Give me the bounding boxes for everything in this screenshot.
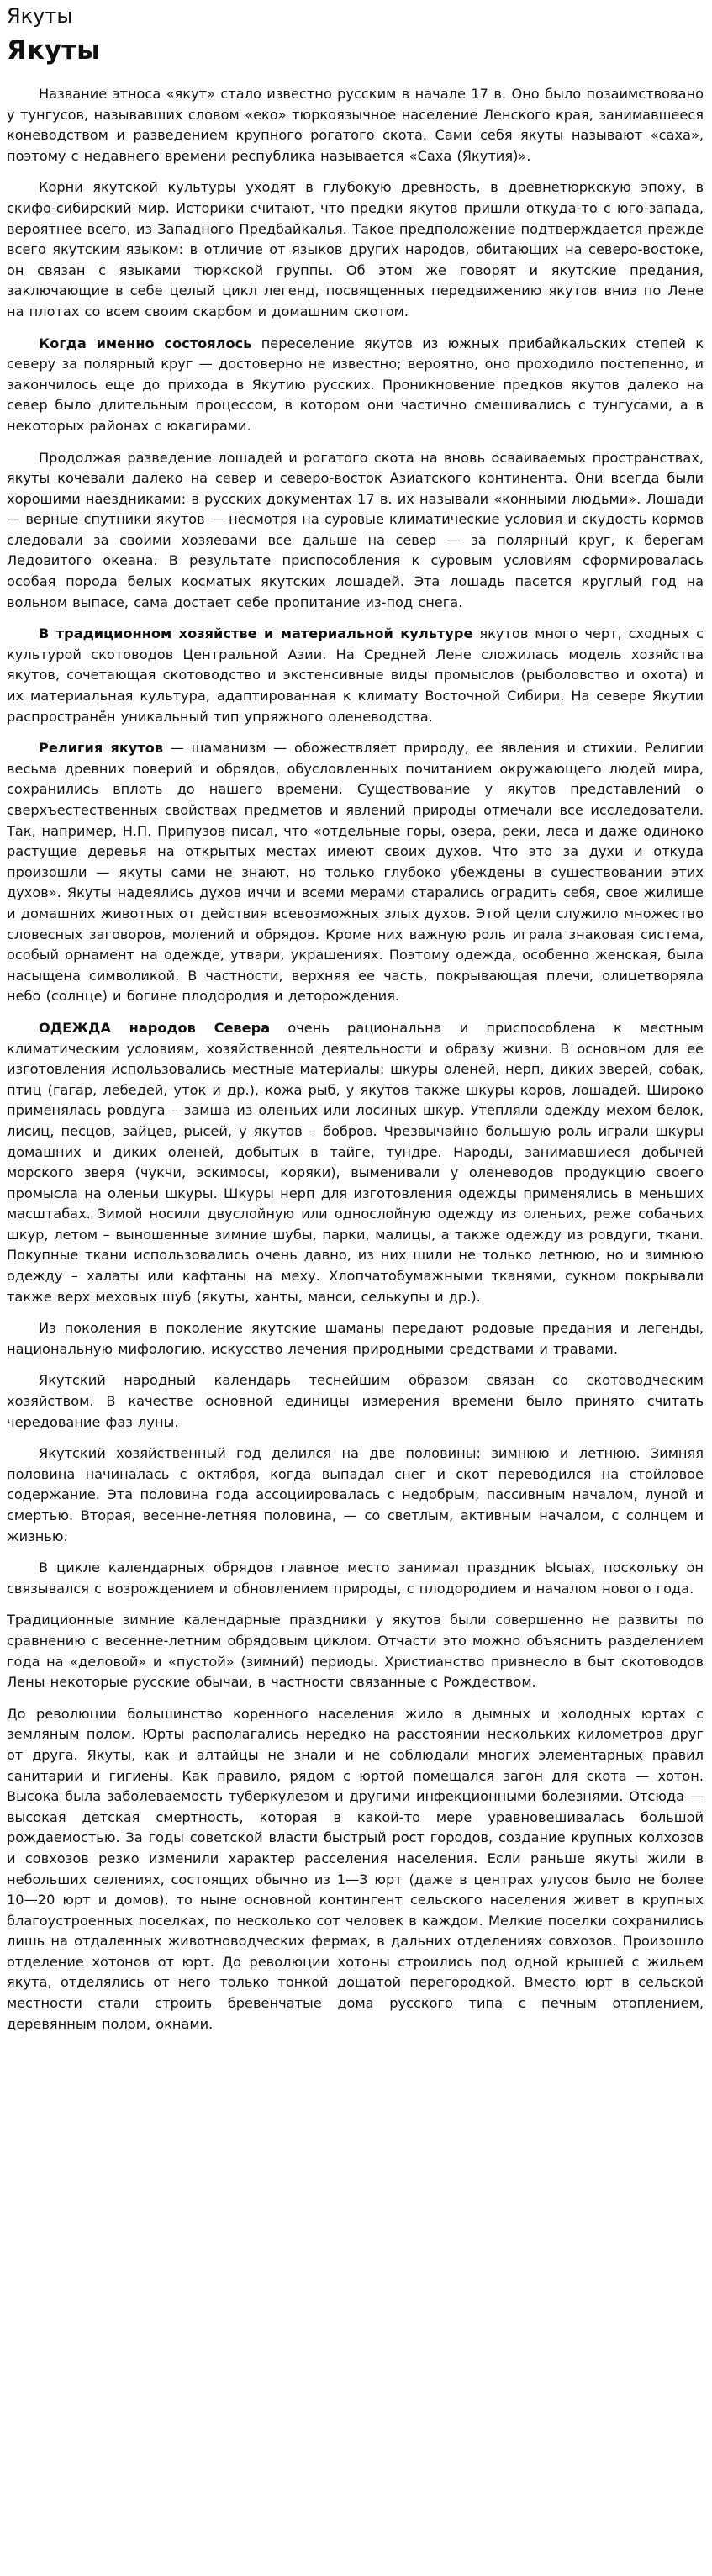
paragraph-lead: Религия якутов	[39, 740, 164, 757]
paragraph-text: Корни якутской культуры уходят в глубокую древность, в древнетюркскую эпоху, в скифо-сибирский мир. Историки считают, что предки якутов пришли откуда-то с юго-запада, вероятнее всего, из Западного Предбайкалья. Такое предположение подтверждается прежде всего якутским языком: в отличие от языков других народов, обитающих на северо-востоке, он связан с языками тюркской группы. Об этом же говорят и якутские предания, заключающие в себе целый цикл легенд, посвященных передвижению якутов вниз по Лене на плотах со всем своим скарбом и домашним скотом.	[7, 179, 704, 319]
paragraph-lead: ОДЕЖДА народов Севера	[39, 1019, 271, 1036]
paragraph-winter-holidays	[7, 1610, 704, 1692]
paragraph-culture-roots	[7, 177, 704, 322]
paragraph-religion	[7, 738, 704, 1007]
paragraph-text: — шаманизм — обожествляет природу, ее явления и стихии. Религии весьма древних поверий и обрядов, обусловленных почитанием окружающего людей мира, сохранились вплоть до нашего времени. Существование у якутов представлений о сверхъестественных свойствах предметов и явлений природы отмечали все исследователи. Так, например, Н.П. Припузов писал, что «отдельные горы, озера, реки, леса и даже одиноко растущие деревья на открытых местах имеют своих духов. Что это за духи и откуда произошли — якуты сами не знают, но только глубоко убеждены в существовании этих духов». Якуты надеялись духов иччи и всеми мерами старались оградить себя, свое жилище и домашних животных от действия всевозможных злых духов. Этой цели служило множество словесных заговоров, молений и обрядов. Кроме них важную роль играла знаковая система, особый орнамент на одежде, утвари, украшениях. Поэтому одежда, особенно женская, была насыщена символикой. В частности, верхняя ее часть, покрывающая плечи, олицетворяла небо (солнце) и богине плодородия и деторождения.	[7, 740, 704, 1005]
paragraph-text: Традиционные зимние календарные праздники у якутов были совершенно не развиты по сравнению с весенне-летним обрядовым циклом. Отчасти это можно объяснить разделением года на «деловой» и «пустой» (зимний) периоды. Христианство привнесло в быт скотоводов Лены некоторые русские обычаи, в частности связанные с Рождеством.	[7, 1612, 704, 1691]
paragraph-horses	[7, 448, 704, 614]
paragraph-calendar	[7, 1370, 704, 1433]
paragraph-origin-of-name	[7, 84, 704, 166]
page-header-title: Якуты	[7, 4, 73, 28]
paragraph-lead: В традиционном хозяйстве и материальной культуре	[39, 626, 473, 642]
paragraph-lead: Когда именно состоялось	[39, 335, 252, 351]
paragraph-text: Якутский народный календарь теснейшим образом связан со скотоводческим хозяйством. В качестве основной единицы измерения времени было принято считать чередование фаз луны.	[7, 1372, 704, 1430]
paragraph-clothing	[7, 1018, 704, 1307]
paragraph-text: якутов много черт, сходных с культурой скотоводов Центральной Азии. На Средней Лене сложилась модель хозяйства якутов, сочетающая скотоводство и экстенсивные виды промыслов (рыболовство и охота) и их материальная культура, адаптированная к климату Восточной Сибири. На севере Якутии распространён уникальный тип упряжного оленеводства.	[7, 626, 704, 725]
paragraph-text: очень рациональна и приспособлена к местным климатическим условиям, хозяйственной деятельности и образу жизни. В основном для ее изготовления использовались местные материалы: шкуры оленей, нерп, диких зверей, собак, птиц (гагар, лебедей, уток и др.), кожа рыб, у якутов также шкуры коров, лошадей. Широко применялась ровдуга – замша из оленьих или лосиных шкур. Утепляли одежду мехом белок, лисиц, песцов, зайцев, рысей, у якутов – бобров. Чрезвычайно большую роль играли шкуры домашних и диких оленей, добытых в тайге, тундре. Народы, занимавшиеся добычей морского зверя (чукчи, эскимосы, коряки), выменивали у оленеводов продукцию своего промысла на оленьи шкуры. Шкуры нерп для изготовления одежды применялись в меньших масштабах. Зимой носили двуслойную или однослойную одежду из оленьих, реже собачьих шкур, летом – выношенные зимние шубы, парки, малицы, а также одежду из ровдуги, ткани. Покупные ткани использовались очень давно, из них шили не только летнюю, но и зимнюю одежду – халаты или кафтаны на меху. Хлопчатобумажными тканями, сукном покрывали также верх меховых шуб (якуты, ханты, манси, селькупы и др.).	[7, 1019, 704, 1305]
paragraph-text: Продолжая разведение лошадей и рогатого скота на вновь осваиваемых пространствах, якуты кочевали далеко на север и северо-восток Азиатского континента. Они всегда были хорошими наездниками: в русских документах 17 в. их называли «конными людьми». Лошади — верные спутники якутов — несмотря на суровые климатические условия и скудость кормов следовали за своими хозяевами все дальше на север — за полярный круг, к берегам Ледовитого океана. В результате приспособления к суровым условиям сформировалась особая порода белых косматых якутских лошадей. Эта лошадь пасется круглый год на вольном выпасе, сама достает себе пропитание из-под снега.	[7, 449, 704, 610]
paragraph-migration	[7, 334, 704, 437]
paragraph-text: В цикле календарных обрядов главное место занимал праздник Ысыах, поскольку он связывался с возрождением и обновлением природы, с плодородием и началом нового года.	[7, 1560, 704, 1597]
paragraph-text: Якутский хозяйственный год делился на две половины: зимнюю и летнюю. Зимняя половина начиналась с октября, когда выпадал снег и скот переводился на стойловое содержание. Эта половина года ассоциировалась с недобрым, пассивным началом, луной и смертью. Вторая, весенне-летняя половина, — со светлым, активным началом, с солнцем и жизнью.	[7, 1445, 704, 1544]
paragraph-economy	[7, 624, 704, 727]
paragraph-text: До революции большинство коренного населения жило в дымных и холодных юртах с земляным полом. Юрты располагались нередко на расстоянии нескольких километров друг от друга. Якуты, как и алтайцы не знали и не соблюдали многих элементарных правил санитарии и гигиены. Как правило, рядом с юртой помещался загон для скота — хотон. Высока была заболеваемость туберкулезом и другими инфекционными болезнями. Отсюда — высокая детская смертность, которая в какой-то мере уравновешивалась большой рождаемостью. За годы советской власти быстрый рост городов, создание крупных колхозов и совхозов резко изменили характер расселения населения. Если раньше якуты жили в небольших селениях, состоящих обычно из 1—3 юрт (даже в центрах улусов было не более 10—20 юрт и домов), то ныне основной контингент сельского населения живет в крупных благоустроенных поселках, по несколько сот человек в каждом. Мелкие поселки сохранились лишь на отдаленных животноводческих фермах, в дальних отделениях совхозов. Произошло отделение хотонов от юрт. До революции хотоны строились под одной крышей с жильем якута, отделялись от него только тонкой дощатой перегородкой. Вместо юрт в сельской местности стали строить бревенчатые дома русского типа с печным отоплением, деревянным полом, окнами.	[7, 1705, 704, 2032]
article-title: Якуты	[7, 35, 101, 66]
paragraph-ysyakh	[7, 1558, 704, 1599]
paragraph-text: переселение якутов из южных прибайкальских степей к северу за полярный круг — достоверно не известно; вероятно, оно проходило постепенно, и закончилось еще до прихода в Якутию русских. Проникновение предков якутов далеко на север было длительным процессом, в котором они частично смешивались с тунгусами, а в некоторых районах с юкагирами.	[7, 335, 704, 434]
paragraph-text: Из поколения в поколение якутские шаманы передают родовые предания и легенды, национальную мифологию, искусство лечения природными средствами и травами.	[7, 1320, 704, 1357]
page	[0, 2, 712, 2035]
paragraph-text: Название этноса «якут» стало известно русским в начале 17 в. Оно было позаимствовано у тунгусов, называвших словом «еко» тюркоязычное население Ленского края, занимавшееся коневодством и разведением крупного рогатого скота. Сами себя якуты называют «саха», поэтому с недавнего времени республика называется «Саха (Якутия)».	[7, 86, 704, 164]
paragraph-housing	[7, 1704, 704, 2035]
paragraph-economic-year	[7, 1444, 704, 1547]
paragraph-shamans	[7, 1318, 704, 1359]
article-body	[7, 84, 704, 2035]
